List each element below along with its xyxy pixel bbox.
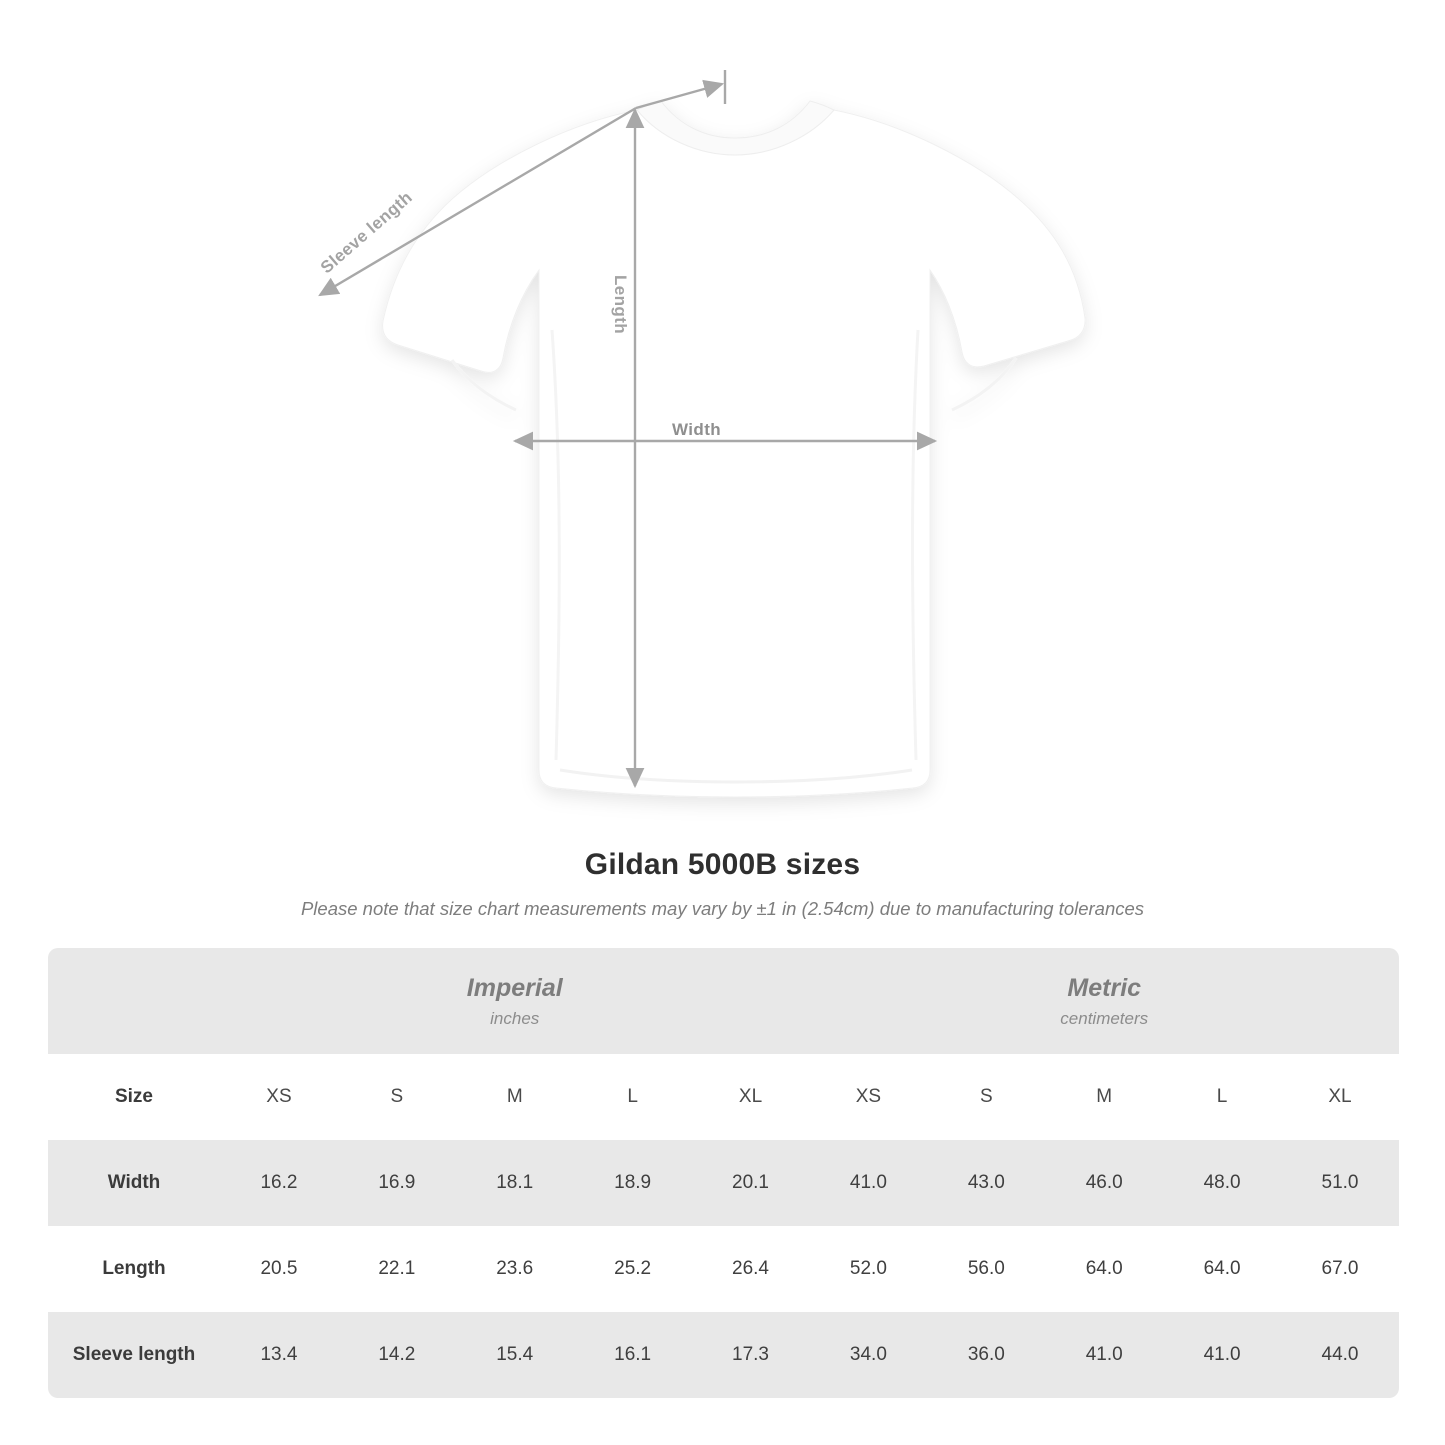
- size-table: [48, 948, 1399, 1398]
- cell-length-imperial-s: 22.1: [338, 1226, 456, 1312]
- sleeve-length-dimension-label: Sleeve length: [316, 187, 416, 278]
- column-header-imperial-m: M: [456, 1054, 574, 1140]
- table-header-row: [48, 1054, 1399, 1140]
- table-row: [48, 1312, 1399, 1398]
- cell-sleeve-imperial-l: 16.1: [574, 1312, 692, 1398]
- cell-width-imperial-m: 18.1: [456, 1140, 574, 1226]
- cell-width-imperial-l: 18.9: [574, 1140, 692, 1226]
- cell-length-metric-m: 64.0: [1045, 1226, 1163, 1312]
- cell-sleeve-metric-xl: 44.0: [1281, 1312, 1399, 1398]
- column-header-imperial-xs: XS: [220, 1054, 338, 1140]
- column-header-imperial-xl: XL: [692, 1054, 810, 1140]
- cell-length-imperial-m: 23.6: [456, 1226, 574, 1312]
- column-header-metric-xl: XL: [1281, 1054, 1399, 1140]
- column-header-imperial-l: L: [574, 1054, 692, 1140]
- title-block: [0, 848, 1445, 920]
- cell-sleeve-metric-s: 36.0: [927, 1312, 1045, 1398]
- column-header-size: Size: [48, 1054, 220, 1140]
- cell-sleeve-metric-m: 41.0: [1045, 1312, 1163, 1398]
- cell-width-metric-xl: 51.0: [1281, 1140, 1399, 1226]
- cell-sleeve-imperial-xs: 13.4: [220, 1312, 338, 1398]
- cell-sleeve-imperial-xl: 17.3: [692, 1312, 810, 1398]
- row-label-length: Length: [48, 1226, 220, 1312]
- unit-group-imperial-name: Imperial: [466, 974, 563, 1003]
- row-label-sleeve-length: Sleeve length: [48, 1312, 220, 1398]
- unit-group-metric-sub: centimeters: [1060, 1008, 1149, 1028]
- cell-width-metric-m: 46.0: [1045, 1140, 1163, 1226]
- unit-group-imperial-sub: inches: [490, 1008, 540, 1028]
- column-header-metric-m: M: [1045, 1054, 1163, 1140]
- column-header-metric-s: S: [927, 1054, 1045, 1140]
- cell-length-metric-l: 64.0: [1163, 1226, 1281, 1312]
- unit-group-metric-name: Metric: [1067, 974, 1142, 1003]
- cell-length-imperial-xs: 20.5: [220, 1226, 338, 1312]
- unit-header-row: [48, 948, 1399, 1054]
- column-header-metric-l: L: [1163, 1054, 1281, 1140]
- cell-width-metric-l: 48.0: [1163, 1140, 1281, 1226]
- cell-width-imperial-xs: 16.2: [220, 1140, 338, 1226]
- cell-length-imperial-l: 25.2: [574, 1226, 692, 1312]
- unit-group-metric: [809, 948, 1399, 1054]
- cell-width-metric-s: 43.0: [927, 1140, 1045, 1226]
- cell-width-imperial-xl: 20.1: [692, 1140, 810, 1226]
- size-table-wrap: [48, 948, 1397, 1398]
- cell-length-metric-xl: 67.0: [1281, 1226, 1399, 1312]
- cell-sleeve-metric-xs: 34.0: [809, 1312, 927, 1398]
- column-header-imperial-s: S: [338, 1054, 456, 1140]
- column-header-metric-xs: XS: [809, 1054, 927, 1140]
- width-dimension-label: Width: [672, 420, 722, 439]
- length-dimension-label: Length: [611, 275, 630, 335]
- page-title: Gildan 5000B sizes: [584, 848, 861, 881]
- table-row: [48, 1226, 1399, 1312]
- cell-sleeve-metric-l: 41.0: [1163, 1312, 1281, 1398]
- unit-header-spacer: [48, 948, 220, 1054]
- table-row: [48, 1140, 1399, 1226]
- cell-width-metric-xs: 41.0: [809, 1140, 927, 1226]
- unit-group-imperial: [220, 948, 809, 1054]
- tolerance-note: Please note that size chart measurements may vary by ±1 in (2.54cm) due to manufacturing tolerances: [300, 898, 1145, 919]
- cell-length-imperial-xl: 26.4: [692, 1226, 810, 1312]
- cell-length-metric-s: 56.0: [927, 1226, 1045, 1312]
- cell-sleeve-imperial-m: 15.4: [456, 1312, 574, 1398]
- tshirt-shape: [383, 101, 1086, 797]
- cell-width-imperial-s: 16.9: [338, 1140, 456, 1226]
- row-label-width: Width: [48, 1140, 220, 1226]
- cell-length-metric-xs: 52.0: [809, 1226, 927, 1312]
- cell-sleeve-imperial-s: 14.2: [338, 1312, 456, 1398]
